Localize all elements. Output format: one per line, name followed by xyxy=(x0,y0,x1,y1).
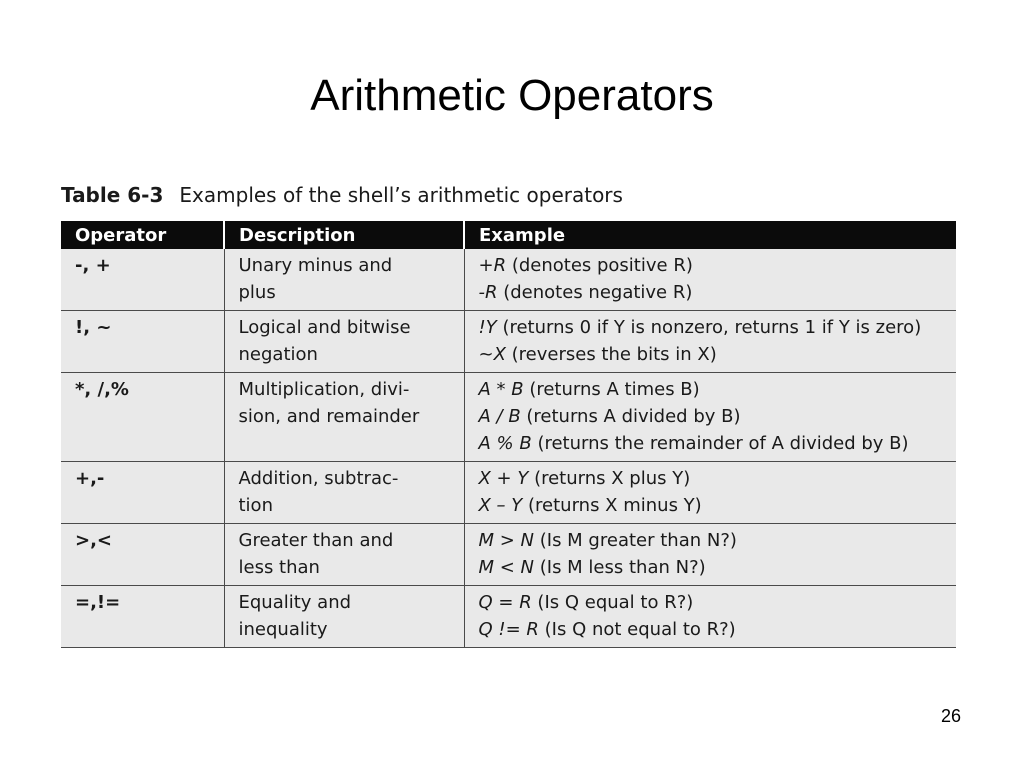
example-line xyxy=(479,616,951,643)
example-line xyxy=(479,403,951,430)
example-explanation: (returns X plus Y) xyxy=(528,468,691,489)
example-cell xyxy=(464,311,956,373)
example-expression: A * B xyxy=(478,379,524,400)
example-explanation: (denotes positive R) xyxy=(506,255,693,276)
description-line: Addition, subtrac- xyxy=(238,468,399,489)
example-explanation: (returns A divided by B) xyxy=(520,406,741,427)
example-expression: M < N xyxy=(478,557,535,578)
header-example: Example xyxy=(464,221,956,249)
operator-cell: -, + xyxy=(61,249,224,311)
example-expression: Q = R xyxy=(478,592,532,613)
description-cell xyxy=(224,311,464,373)
description-line: plus xyxy=(238,282,276,303)
operator-cell: +,- xyxy=(61,462,224,524)
table-row xyxy=(61,524,956,586)
example-line xyxy=(479,430,951,457)
description-line: sion, and remainder xyxy=(238,406,420,427)
table-row xyxy=(61,311,956,373)
description-line: negation xyxy=(238,344,318,365)
description-cell xyxy=(224,373,464,462)
example-explanation: (returns A times B) xyxy=(523,379,700,400)
slide-title: Arithmetic Operators xyxy=(310,71,714,120)
example-expression: A / B xyxy=(478,406,521,427)
example-expression: M > N xyxy=(478,530,535,551)
example-explanation: (denotes negative R) xyxy=(497,282,693,303)
example-cell xyxy=(464,524,956,586)
description-line: Unary minus and xyxy=(238,255,393,276)
example-expression: +R xyxy=(478,255,507,276)
example-line xyxy=(479,314,951,341)
example-line xyxy=(479,492,951,519)
description-line: Equality and xyxy=(238,592,352,613)
description-cell xyxy=(224,524,464,586)
example-line xyxy=(479,527,951,554)
example-explanation: (returns X minus Y) xyxy=(522,495,702,516)
example-explanation: (Is Q not equal to R?) xyxy=(538,619,736,640)
example-explanation: (reverses the bits in X) xyxy=(505,344,717,365)
table-row xyxy=(61,586,956,648)
example-expression: X + Y xyxy=(478,468,529,489)
table-row xyxy=(61,462,956,524)
example-line xyxy=(479,589,951,616)
example-line xyxy=(479,279,951,306)
example-line xyxy=(479,341,951,368)
example-cell xyxy=(464,249,956,311)
description-line: Logical and bitwise xyxy=(238,317,411,338)
table-header-row xyxy=(61,221,956,249)
operator-cell: !, ~ xyxy=(61,311,224,373)
table-caption-text: Examples of the shell’s arithmetic operators xyxy=(179,183,623,207)
example-expression: !Y xyxy=(478,317,497,338)
example-line xyxy=(479,376,951,403)
example-line xyxy=(479,465,951,492)
example-line xyxy=(479,554,951,581)
operators-table xyxy=(61,221,956,648)
description-line: Greater than and xyxy=(238,530,394,551)
page-number: 26 xyxy=(941,706,962,726)
example-expression: Q != R xyxy=(478,619,539,640)
table-row xyxy=(61,373,956,462)
example-explanation: (returns the remainder of A divided by B) xyxy=(531,433,909,454)
description-line: tion xyxy=(238,495,273,516)
header-description: Description xyxy=(224,221,464,249)
example-explanation: (Is Q equal to R?) xyxy=(531,592,694,613)
example-explanation: (returns 0 if Y is nonzero, returns 1 if Y is zero) xyxy=(496,317,922,338)
example-expression: X – Y xyxy=(478,495,523,516)
header-operator: Operator xyxy=(61,221,224,249)
description-line: Multiplication, divi- xyxy=(238,379,410,400)
example-cell xyxy=(464,373,956,462)
operator-cell: *, /,% xyxy=(61,373,224,462)
description-cell xyxy=(224,586,464,648)
description-cell xyxy=(224,249,464,311)
operator-cell: >,< xyxy=(61,524,224,586)
table-row xyxy=(61,249,956,311)
example-line xyxy=(479,252,951,279)
example-explanation: (Is M less than N?) xyxy=(534,557,706,578)
example-cell xyxy=(464,586,956,648)
example-cell xyxy=(464,462,956,524)
description-cell xyxy=(224,462,464,524)
table-caption-label: Table 6-3 xyxy=(61,183,164,207)
operator-cell: =,!= xyxy=(61,586,224,648)
example-explanation: (Is M greater than N?) xyxy=(534,530,737,551)
example-expression: A % B xyxy=(478,433,532,454)
example-expression: ~X xyxy=(478,344,506,365)
example-expression: -R xyxy=(478,282,498,303)
description-line: less than xyxy=(238,557,320,578)
table-caption xyxy=(61,183,623,207)
description-line: inequality xyxy=(238,619,328,640)
